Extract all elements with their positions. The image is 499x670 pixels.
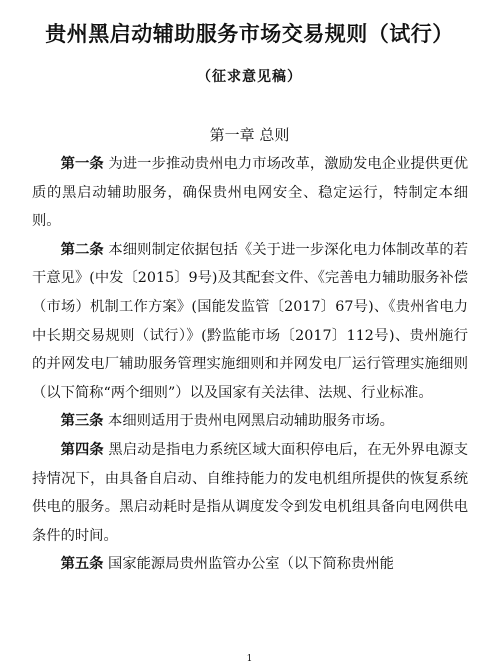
- article-number: 第二条: [60, 241, 104, 258]
- article-3: [32, 407, 468, 436]
- article-number: 第四条: [60, 441, 104, 458]
- document-subtitle: （征求意见稿）: [197, 69, 302, 85]
- chapter-heading: 第一章 总则: [209, 126, 290, 144]
- article-text: 本细则适用于贵州电网黑启动辅助服务市场。: [103, 413, 394, 430]
- article-text: 黑启动是指电力系统区域大面积停电后，在无外界电源支持情况下，由具备自启动、自维持能力的发电机组所提供的恢复系统供电的服务。黑启动耗时是指从调度发令到发电机组具备向电网供电条件的时间。: [32, 441, 469, 544]
- article-text: 本细则制定依据包括《关于进一步深化电力体制改革的若干意见》(中发〔2015〕9号)及其配套文件、《完善电力辅助服务补偿（市场）机制工作方案》(国能发监管〔2017〕67号)、《贵州省电力中长期交易规则（试行）》(黔监能市场〔2017〕112号)、贵州施行的并网发电厂辅助服务管理实施细则和并网发电厂运行管理实施细则（以下简称“两个细则”）以及国家有关法律、法规、行业标准。: [32, 241, 469, 401]
- article-1: [32, 150, 468, 236]
- article-number: 第五条: [60, 556, 104, 573]
- article-number: 第三条: [60, 413, 104, 430]
- document-body: [32, 150, 468, 579]
- document-title: 贵州黑启动辅助服务市场交易规则（试行）: [45, 22, 454, 46]
- article-number: 第一条: [60, 156, 104, 172]
- article-4: [32, 436, 468, 550]
- article-2: [32, 236, 468, 408]
- page-number: 1: [246, 654, 253, 664]
- article-text: 国家能源局贵州监管办公室（以下简称贵州能: [103, 556, 394, 573]
- article-text: 为进一步推动贵州电力市场改革，激励发电企业提供更优质的黑启动辅助服务，确保贵州电网安全、稳定运行，特制定本细则。: [32, 156, 469, 230]
- article-5: [32, 550, 468, 579]
